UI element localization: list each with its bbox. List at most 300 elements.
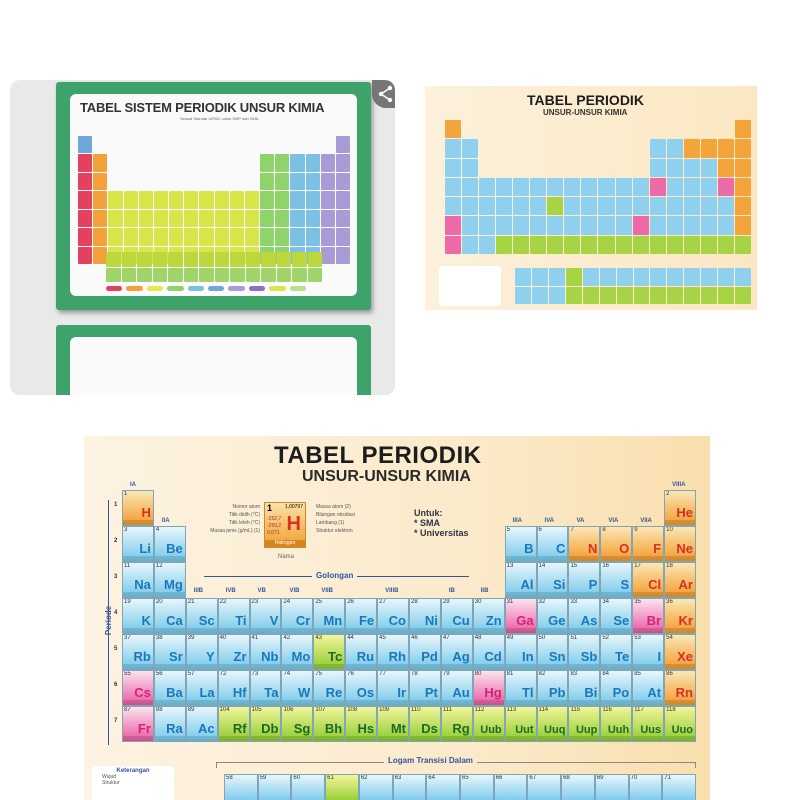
mini-cell	[230, 191, 244, 208]
atomic-number: 117	[634, 707, 644, 713]
mini-cell	[153, 252, 168, 267]
mini-cell	[93, 154, 107, 171]
element-symbol: Uuh	[607, 724, 630, 736]
mini-cell	[684, 268, 700, 286]
element-name-bar	[123, 700, 153, 705]
element-cell-fr	[122, 706, 154, 742]
element-name-bar	[601, 700, 631, 705]
element-symbol: Nb	[261, 649, 279, 664]
element-cell-uut	[505, 706, 537, 742]
mini-cell	[735, 120, 751, 138]
mini-cell	[566, 268, 582, 286]
mini-cell	[290, 228, 304, 245]
mini-cell	[215, 210, 229, 227]
mini-cell	[566, 287, 582, 305]
atomic-number: 19	[124, 599, 131, 605]
atomic-number: 7	[570, 527, 574, 533]
element-name-bar	[155, 628, 185, 633]
element-symbol: W	[298, 685, 311, 700]
element-symbol: Ga	[516, 613, 534, 628]
element-cell-ar	[664, 562, 696, 598]
mini-cell	[735, 197, 751, 215]
key-label: Titik leleh (°C)	[228, 520, 260, 526]
atomic-number: 60	[293, 775, 301, 781]
element-cell-rb	[122, 634, 154, 670]
mini-cell	[701, 287, 717, 305]
element-name-bar	[665, 520, 695, 525]
element-cell-cu	[441, 598, 473, 634]
atomic-number: 2	[666, 491, 670, 497]
mini-cell	[153, 268, 168, 283]
element-cell-la	[186, 670, 218, 706]
element-symbol: B	[524, 541, 534, 556]
element-symbol: Ir	[397, 685, 406, 700]
atomic-number: 47	[442, 635, 450, 641]
atomic-number: 46	[411, 635, 418, 641]
mini-cell	[549, 287, 565, 305]
atomic-number: 114	[538, 707, 549, 713]
element-cell-te	[600, 634, 632, 670]
element-cell-f	[632, 526, 664, 562]
atomic-number: 44	[347, 635, 354, 641]
mini-cell	[108, 228, 122, 245]
element-cell-rf	[218, 706, 250, 742]
element-name-bar	[665, 664, 695, 669]
atomic-number: 55	[124, 671, 131, 677]
element-symbol: Ta	[264, 685, 279, 700]
product-photo-1[interactable]	[10, 80, 395, 395]
mini-cell	[290, 191, 304, 208]
element-symbol: Au	[452, 685, 470, 700]
golongan-label: Golongan	[312, 571, 357, 580]
element-symbol: Fr	[137, 721, 151, 736]
mini-cell	[275, 210, 289, 227]
atomic-number: 111	[442, 707, 452, 713]
mini-cell	[321, 173, 335, 190]
mini-cell	[547, 216, 563, 234]
atomic-number: 89	[187, 707, 195, 713]
lanthanide-cell	[527, 774, 561, 800]
mini-cell	[445, 236, 461, 254]
mini-cell	[321, 191, 335, 208]
element-cell-i	[632, 634, 664, 670]
group-label-b: IVB	[225, 588, 236, 594]
atomic-number: 58	[226, 775, 233, 781]
audience-universitas: * Universitas	[414, 528, 469, 538]
element-name-bar	[378, 736, 408, 741]
element-symbol: Rb	[133, 649, 151, 664]
element-cell-mo	[281, 634, 313, 670]
mini-cell	[701, 236, 717, 254]
mini-cell	[199, 210, 213, 227]
atomic-number: 75	[315, 671, 323, 677]
mini-cell	[245, 210, 259, 227]
element-name-bar	[251, 628, 281, 633]
key-label: Massa atom (2)	[316, 504, 351, 510]
atomic-number: 39	[187, 635, 195, 641]
mini-cell	[245, 191, 259, 208]
atomic-number: 1	[124, 491, 128, 497]
mini-cell	[199, 228, 213, 245]
mini-cell	[462, 159, 478, 177]
periodic-table-grid	[122, 490, 696, 742]
element-cell-rn	[664, 670, 696, 706]
element-symbol: Rn	[675, 685, 693, 700]
mini-cell	[124, 191, 138, 208]
element-cell-o	[600, 526, 632, 562]
element-name-bar	[219, 628, 249, 633]
element-cell-ca	[154, 598, 186, 634]
mini-cell	[564, 197, 580, 215]
element-name-bar	[378, 664, 408, 669]
mini-cell	[684, 139, 700, 157]
element-symbol: Ne	[676, 541, 693, 556]
element-cell-se	[600, 598, 632, 634]
period-number: 5	[114, 646, 118, 652]
element-name-bar	[633, 700, 663, 705]
element-cell-cs	[122, 670, 154, 706]
atomic-number: 62	[360, 775, 368, 781]
mini-cell	[564, 178, 580, 196]
element-name-bar	[346, 700, 376, 705]
mini-cell	[261, 252, 276, 267]
element-name-bar	[538, 700, 568, 705]
element-symbol: Hs	[357, 721, 375, 736]
element-symbol: Ti	[235, 613, 247, 628]
element-name-bar	[155, 556, 185, 561]
mini-cell	[306, 154, 320, 171]
element-name-bar	[538, 736, 568, 741]
mini-cell	[336, 191, 350, 208]
element-cell-at	[632, 670, 664, 706]
mini-cell	[445, 120, 461, 138]
mini-cell	[735, 216, 751, 234]
element-symbol: S	[620, 577, 630, 592]
mini-cell	[168, 252, 183, 267]
element-symbol: Pb	[548, 685, 566, 700]
legend-swatch	[106, 286, 122, 291]
element-symbol: P	[588, 577, 598, 592]
mini-cell	[598, 236, 614, 254]
element-name-bar	[251, 664, 281, 669]
element-symbol: Uup	[575, 724, 598, 736]
atomic-number: 31	[506, 599, 514, 605]
element-name-bar	[633, 664, 663, 669]
element-symbol: Co	[388, 613, 406, 628]
atomic-number: 74	[283, 671, 291, 677]
atomic-number: 81	[506, 671, 514, 677]
atomic-number: 52	[602, 635, 610, 641]
element-symbol: Bh	[324, 721, 343, 736]
atomic-number: 21	[187, 599, 195, 605]
element-cell-al	[505, 562, 537, 598]
mini-cell	[275, 191, 289, 208]
key-label: Massa jenis (g/mL) (1)	[210, 528, 260, 534]
mini-cell	[617, 287, 633, 305]
element-name-bar	[346, 736, 376, 741]
element-cell-ti	[218, 598, 250, 634]
audience-label: Untuk:	[414, 508, 443, 518]
element-name-bar	[442, 700, 472, 705]
element-cell-uuh	[600, 706, 632, 742]
mini-cell	[78, 173, 92, 190]
mini-cell	[633, 216, 649, 234]
group-label-b: VB	[257, 588, 266, 594]
atomic-number: 108	[347, 707, 358, 713]
lanthanide-cell	[561, 774, 595, 800]
mini-cell	[634, 268, 650, 286]
mini-cell	[306, 173, 320, 190]
periodic-table-card-back	[56, 325, 371, 395]
atomic-number: 57	[187, 671, 195, 677]
element-cell-h	[122, 490, 154, 526]
atomic-number: 30	[474, 599, 482, 605]
mini-cell	[616, 197, 632, 215]
mini-cell	[106, 252, 121, 267]
atomic-number: 41	[251, 635, 259, 641]
mini-cell	[583, 287, 599, 305]
atomic-number: 73	[251, 671, 259, 677]
mini-cell	[78, 228, 92, 245]
mini-cell	[598, 216, 614, 234]
atomic-number: 35	[634, 599, 641, 605]
element-cell-he	[664, 490, 696, 526]
element-symbol: C	[556, 541, 566, 556]
atomic-number: 113	[506, 707, 517, 713]
element-symbol: Uut	[515, 724, 534, 736]
legend-item: Struktur	[102, 780, 120, 786]
atomic-number: 25	[315, 599, 323, 605]
element-symbol: Po	[612, 685, 630, 700]
element-cell-re	[313, 670, 345, 706]
element-cell-p	[568, 562, 600, 598]
legend-swatch	[269, 286, 285, 291]
mini-cell	[549, 268, 565, 286]
element-symbol: In	[521, 649, 534, 664]
mini-cell	[547, 197, 563, 215]
mini-cell	[496, 197, 512, 215]
mini-cell	[462, 216, 478, 234]
mini-cell	[336, 136, 350, 153]
product-photo-3[interactable]	[84, 436, 710, 800]
share-button[interactable]	[372, 80, 395, 108]
element-name-bar	[633, 592, 663, 597]
periode-label: Periode	[104, 605, 114, 636]
atomic-number: 109	[379, 707, 390, 713]
element-name-bar	[187, 628, 217, 633]
mini-cell	[515, 287, 531, 305]
mini-cell	[515, 268, 531, 286]
element-name-bar	[442, 628, 472, 633]
mini-cell	[667, 178, 683, 196]
mini-cell	[701, 197, 717, 215]
element-symbol: Ru	[356, 649, 375, 664]
element-name-bar	[506, 628, 536, 633]
element-cell-ne	[664, 526, 696, 562]
mini-cell	[496, 236, 512, 254]
legend-swatch	[290, 286, 306, 291]
mini-cell	[137, 252, 152, 267]
mini-cell	[701, 139, 717, 157]
element-cell-y	[186, 634, 218, 670]
atomic-number: 10	[666, 527, 673, 533]
mini-cell	[108, 210, 122, 227]
atomic-number: 85	[634, 671, 641, 677]
legend-item: Wujud	[102, 774, 117, 780]
legend-swatch	[208, 286, 224, 291]
element-name-bar	[633, 736, 663, 741]
element-cell-mt	[377, 706, 409, 742]
mini-cell	[290, 173, 304, 190]
mini-cell	[701, 268, 717, 286]
element-name-bar	[538, 628, 568, 633]
atomic-number: 53	[634, 635, 641, 641]
mini-legend-swatches	[106, 286, 306, 291]
mini-cell	[336, 154, 350, 171]
legend-swatch	[126, 286, 142, 291]
mini-cell	[184, 252, 199, 267]
atomic-number: 22	[219, 599, 227, 605]
mini-cell	[139, 191, 153, 208]
element-symbol: Pd	[421, 649, 438, 664]
element-symbol: Si	[553, 577, 566, 592]
element-cell-uub	[473, 706, 505, 742]
mini-cell	[445, 197, 461, 215]
mini-cell	[598, 178, 614, 196]
mini-cell	[616, 216, 632, 234]
element-name-bar	[601, 592, 631, 597]
element-symbol: Rf	[232, 721, 247, 736]
mini-cell	[633, 197, 649, 215]
element-cell-ga	[505, 598, 537, 634]
element-cell-br	[632, 598, 664, 634]
element-symbol: Li	[139, 541, 151, 556]
element-name-bar	[282, 664, 312, 669]
element-symbol: Hg	[484, 685, 502, 700]
atomic-number: 34	[602, 599, 610, 605]
element-name-bar	[410, 736, 440, 741]
mini-cell	[684, 197, 700, 215]
element-cell-ru	[345, 634, 377, 670]
atomic-number: 70	[630, 775, 638, 781]
mini-cell	[718, 216, 734, 234]
element-cell-sc	[186, 598, 218, 634]
element-symbol: La	[199, 685, 215, 700]
mini-cell	[78, 154, 92, 171]
period-number: 7	[114, 718, 118, 724]
card-title: TABEL SISTEM PERIODIK UNSUR KIMIA	[80, 100, 325, 115]
atomic-number: 84	[602, 671, 610, 677]
mini-cell	[496, 178, 512, 196]
element-symbol: Db	[261, 721, 279, 736]
key-boiling: -252,7	[267, 516, 282, 522]
element-symbol: Y	[205, 649, 215, 664]
atomic-number: 23	[251, 599, 259, 605]
mini-cell	[718, 268, 734, 286]
atomic-number: 4	[155, 527, 160, 533]
mini-cell	[581, 216, 597, 234]
key-label: Titik didih (°C)	[228, 512, 260, 518]
element-name-bar	[601, 736, 631, 741]
atomic-number: 51	[570, 635, 578, 641]
mini-cell	[260, 228, 274, 245]
mini-cell	[246, 252, 261, 267]
element-symbol: Uus	[640, 724, 662, 736]
mini-cell	[169, 191, 183, 208]
lanthanide-cell	[224, 774, 258, 800]
mini-cell	[321, 247, 335, 264]
element-symbol: Zn	[485, 613, 502, 628]
atomic-number: 15	[570, 563, 578, 569]
atomic-number: 106	[283, 707, 294, 713]
element-cell-kr	[664, 598, 696, 634]
element-name-bar	[314, 736, 344, 741]
share-icon	[378, 85, 394, 103]
element-name-bar	[665, 736, 695, 741]
element-cell-b	[505, 526, 537, 562]
mini-cell	[564, 216, 580, 234]
mini-cell	[735, 139, 751, 157]
mini-cell	[336, 210, 350, 227]
legend-swatch	[167, 286, 183, 291]
mini-cell	[122, 252, 137, 267]
mini-cell	[718, 139, 734, 157]
mini-cell	[78, 191, 92, 208]
mini-cell	[513, 197, 529, 215]
mini-cell	[306, 210, 320, 227]
element-symbol: V	[269, 613, 279, 628]
mini-cell	[277, 268, 292, 283]
product-photo-2[interactable]	[425, 86, 757, 310]
mini-cell	[667, 216, 683, 234]
element-symbol: Sb	[580, 649, 598, 664]
atomic-number: 26	[347, 599, 354, 605]
atomic-number: 72	[219, 671, 227, 677]
element-name-bar	[378, 700, 408, 705]
element-symbol: Xe	[677, 649, 693, 664]
mini-cell	[93, 210, 107, 227]
mini-cell	[462, 178, 478, 196]
element-cell-ge	[537, 598, 569, 634]
mini-cell	[684, 287, 700, 305]
element-cell-bh	[313, 706, 345, 742]
atomic-number: 50	[538, 635, 546, 641]
mini-cell	[275, 173, 289, 190]
lanthanide-cell	[258, 774, 292, 800]
key-label: Nomor atom	[232, 504, 260, 510]
element-cell-sb	[568, 634, 600, 670]
mini-cell	[199, 268, 214, 283]
element-symbol: Rg	[452, 721, 470, 736]
mini-cell	[108, 191, 122, 208]
periodic-table-card	[56, 82, 371, 310]
atomic-number: 64	[428, 775, 435, 781]
element-cell-as	[568, 598, 600, 634]
element-name-bar	[251, 700, 281, 705]
mini-cell	[735, 268, 751, 286]
group-label-a: IIA	[161, 518, 170, 524]
group-label-b: IIB	[480, 588, 489, 594]
mini-cell	[718, 287, 734, 305]
atomic-number: 83	[570, 671, 578, 677]
element-cell-tl	[505, 670, 537, 706]
element-cell-fe	[345, 598, 377, 634]
mini-cell	[260, 173, 274, 190]
element-cell-rh	[377, 634, 409, 670]
legend-swatch	[147, 286, 163, 291]
mini-cell	[530, 197, 546, 215]
element-name-bar	[506, 700, 536, 705]
